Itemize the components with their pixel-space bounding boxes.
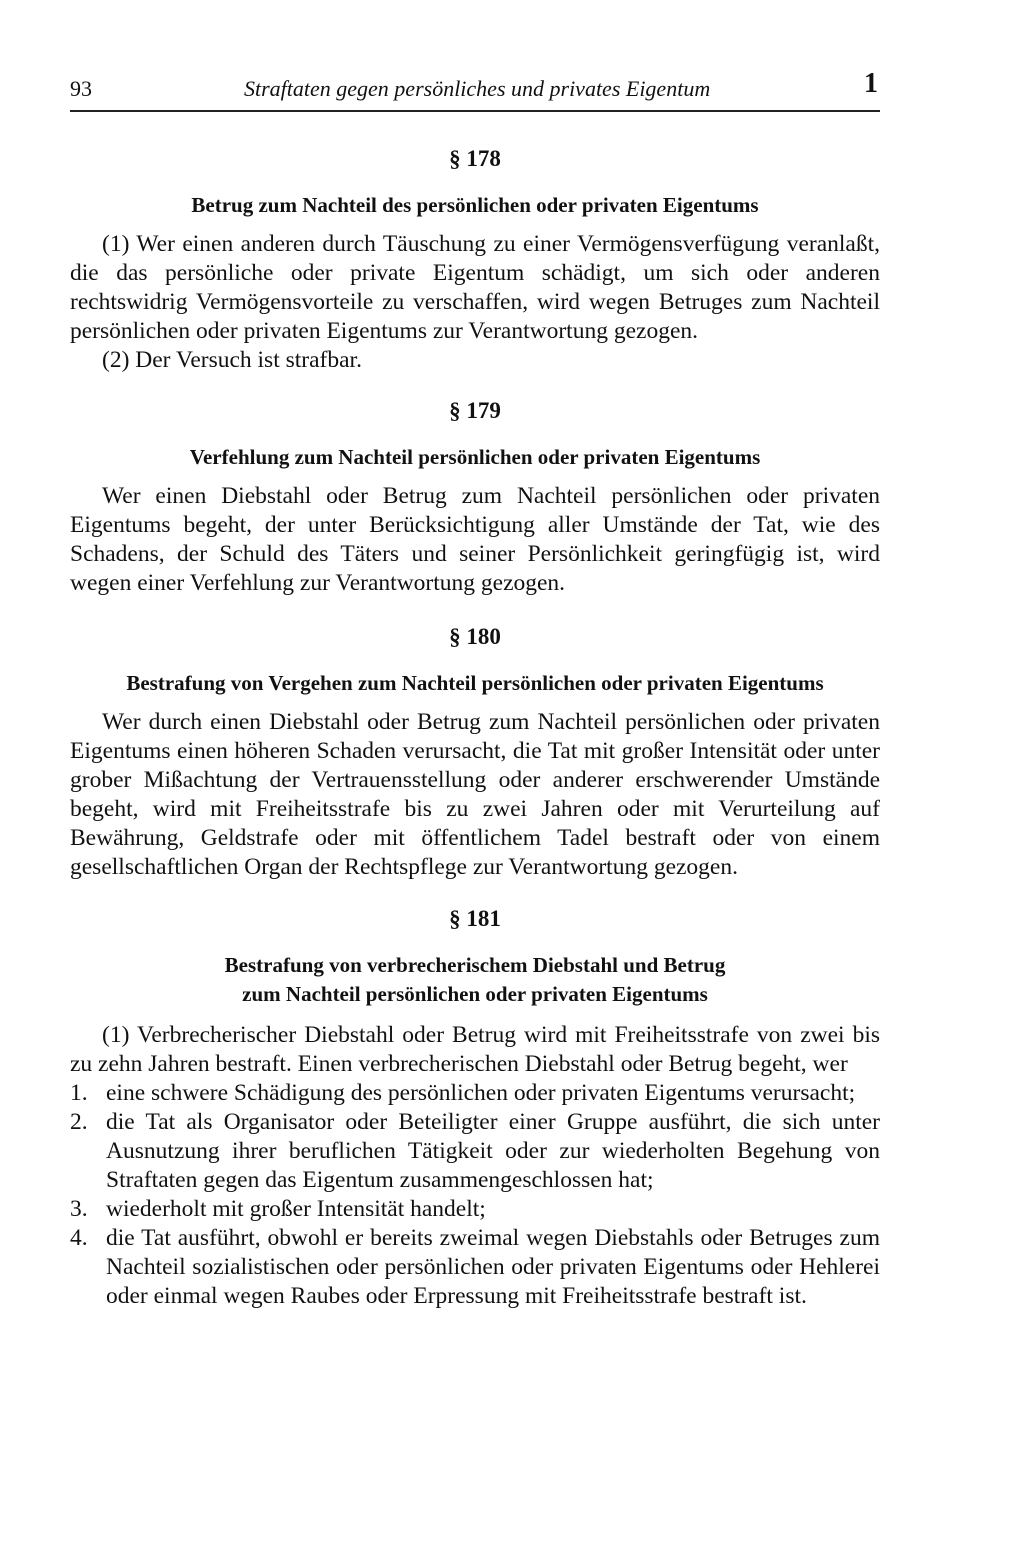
list-item-text: wiederholt mit großer Intensität handelt; bbox=[106, 1196, 486, 1222]
paragraph: Wer durch einen Diebstahl oder Betrug zum Nachteil persönlichen oder privaten Eigentums einen höheren Schaden verursacht, die Tat mit großer Intensität oder unter grober Mißachtung der Vertrauensstellung oder anderer erschwerender Umstände begeht, wird mit Freiheitsstrafe bis zu zwei Jahren oder mit Verurteilung auf Bewährung, Geldstrafe oder mit öffentlichem Tadel bestraft oder von einem gesellschaftlichen Organ der Rechtspflege zur Verantwortung gezogen. bbox=[70, 709, 880, 880]
list-item-text: die Tat als Organisator oder Beteiligter einer Gruppe ausführt, die sich unter Ausnutzung ihrer beruflichen Tätigkeit oder zur wiederholten Begehung von Straftaten gegen das Eigentum zusammengeschlossen hat; bbox=[106, 1109, 880, 1193]
section-number: § 178 bbox=[449, 146, 501, 171]
section-178 bbox=[70, 144, 880, 375]
section-number: § 179 bbox=[449, 398, 501, 423]
list-item-number: 4. bbox=[70, 1225, 88, 1251]
list-item bbox=[70, 1224, 880, 1311]
section-heading: Bestrafung von Vergehen zum Nachteil persönlichen oder privaten Eigentums bbox=[126, 671, 824, 695]
section-heading-line2: zum Nachteil persönlichen oder privaten Eigentums bbox=[242, 982, 708, 1006]
list-item-text: eine schwere Schädigung des persönlichen oder privaten Eigentums verursacht; bbox=[106, 1080, 856, 1106]
paragraph: (1) Wer einen anderen durch Täuschung zu einer Vermögensverfügung veranlaßt, die das persönliche oder private Eigentum schädigt, um sich oder anderen rechtswidrig Vermögensvorteile zu verschaffen, wird wegen Betruges zum Nachteil persönlichen oder privaten Eigentums zur Verantwortung gezogen. bbox=[70, 231, 880, 344]
running-title: Straftaten gegen persönliches und privates Eigentum bbox=[244, 76, 711, 101]
section-heading: Betrug zum Nachteil des persönlichen oder privaten Eigentums bbox=[191, 193, 759, 217]
section-181 bbox=[70, 904, 880, 1311]
paragraph: Wer einen Diebstahl oder Betrug zum Nachteil persönlichen oder privaten Eigentums begeht, der unter Berücksichtigung aller Umstände der Tat, wie des Schadens, der Schuld des Täters und seiner Persönlichkeit geringfügig ist, wird wegen einer Verfehlung zur Verantwortung gezogen. bbox=[70, 483, 880, 596]
running-header bbox=[70, 68, 880, 112]
list-item bbox=[70, 1079, 880, 1108]
chapter-number: 1 bbox=[864, 68, 878, 99]
section-heading: Verfehlung zum Nachteil persönlichen oder privaten Eigentums bbox=[189, 445, 761, 469]
section-179 bbox=[70, 396, 880, 598]
list-item bbox=[70, 1195, 880, 1224]
section-number: § 180 bbox=[449, 624, 501, 649]
page-number: 93 bbox=[70, 76, 92, 101]
list-item-number: 2. bbox=[70, 1109, 88, 1135]
section-heading-line1: Bestrafung von verbrecherischem Diebstahl und Betrug bbox=[224, 953, 726, 977]
enumerated-list bbox=[70, 1079, 880, 1311]
list-item-number: 3. bbox=[70, 1196, 88, 1222]
list-item bbox=[70, 1108, 880, 1195]
section-180 bbox=[70, 622, 880, 882]
list-item-text: die Tat ausführt, obwohl er bereits zweimal wegen Diebstahls oder Betruges zum Nachteil sozialistischen oder persönlichen oder privaten Eigentums oder Hehlerei oder einmal wegen Raubes oder Erpressung mit Freiheitsstrafe bestraft ist. bbox=[106, 1225, 880, 1309]
list-item-number: 1. bbox=[70, 1080, 88, 1106]
paragraph: (2) Der Versuch ist strafbar. bbox=[102, 347, 362, 373]
paragraph: (1) Verbrecherischer Diebstahl oder Betrug wird mit Freiheitsstrafe von zwei bis zu zehn Jahren bestraft. Einen verbrecherischen Diebstahl oder Betrug begeht, wer bbox=[70, 1022, 880, 1077]
section-number: § 181 bbox=[449, 906, 501, 931]
